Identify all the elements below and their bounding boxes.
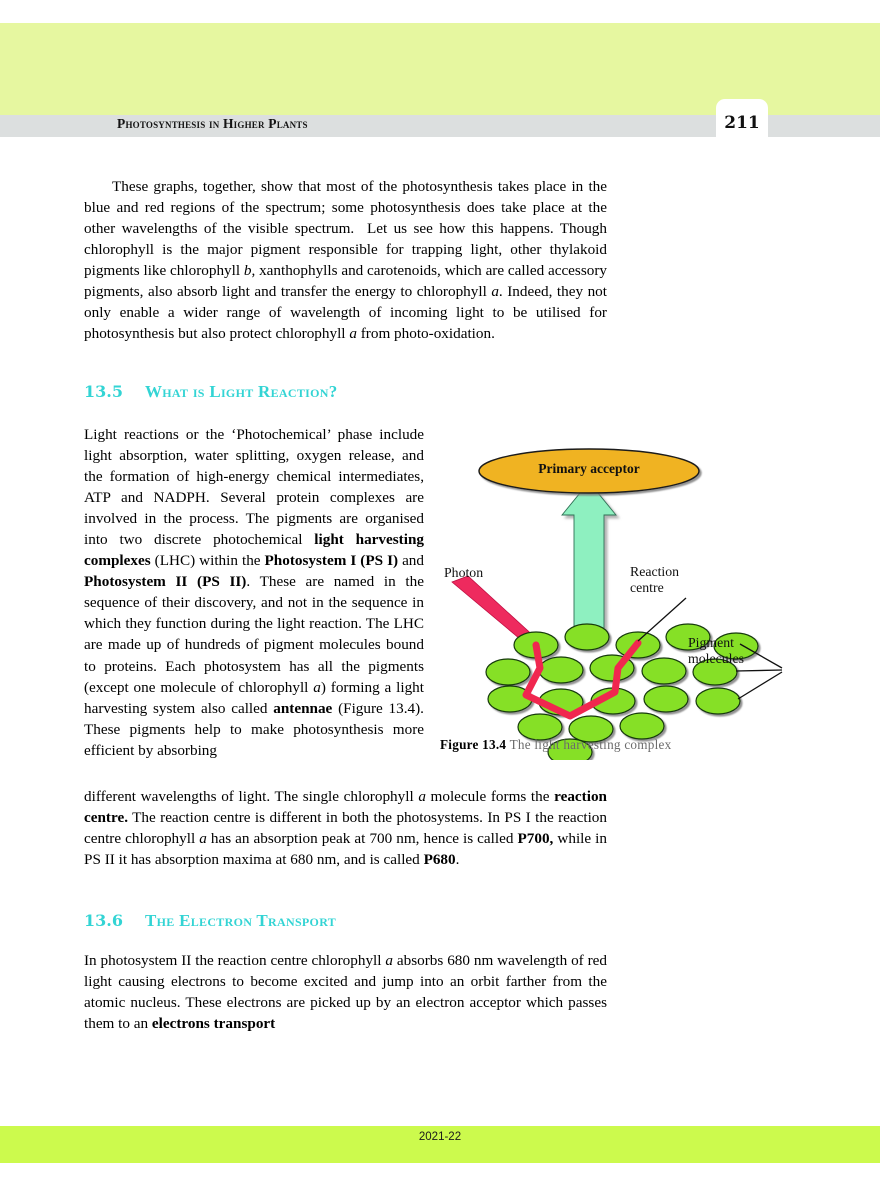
s135b-text-2: molecule forms the	[425, 788, 555, 805]
energy-arrow-icon	[562, 482, 616, 640]
s135-text-1: Light reactions or the ‘Photochemical’ phase include light absorption, water splitting, oxygen release, and the formation of high-energy chemical intermediates, ATP and NADPH. Several protein complexes are involved in the process. The pigments are organised into two discrete photochemical	[84, 426, 424, 549]
page-number: 211	[724, 113, 760, 133]
s135-text-3: and	[398, 552, 424, 570]
reaction-centre-label-line1: Reaction	[630, 564, 680, 579]
intro-text-b: , xanthophylls and carotenoids, which are called accessory pigments, also absorb light and transfer the energy to chlorophyll	[84, 262, 607, 301]
italic-chlorophyll-a6: a	[385, 952, 393, 969]
italic-chlorophyll-a2: a	[349, 325, 357, 343]
section-heading-13-6	[84, 911, 336, 931]
s135b-text-6: .	[455, 851, 460, 869]
s135-text-6: (Figure 13.4). These pigments help to make photosynthesis more efficient by absorbing	[84, 699, 424, 759]
section-number-13-6: 13.6	[84, 911, 123, 930]
footer-year-text: 2021-22	[418, 1131, 462, 1143]
italic-chlorophyll-a5: a	[199, 830, 207, 848]
pigment-leader-line-3	[738, 672, 782, 699]
reaction-centre-label-line2: centre	[630, 580, 664, 596]
italic-chlorophyll-a1: a	[491, 283, 499, 301]
photon-label: Photon	[444, 565, 484, 580]
bold-photosystem-ii: Photosystem II (PS II)	[84, 573, 247, 591]
primary-acceptor-label: Primary acceptor	[538, 461, 640, 476]
intro-text-c: . Indeed, they not only enable a wider range of wavelength of incoming light to be utilised for photosynthesis but also protect chlorophyll	[84, 283, 607, 343]
s135b-text-4: has an absorption peak at 700 nm, hence is called	[206, 830, 518, 848]
s135b-text-3: The reaction centre is different in both the photosystems. In PS I the reaction centre chlorophyll	[84, 809, 607, 848]
section-title-13-6: The Electron Transport	[144, 911, 337, 930]
figure-caption	[440, 737, 780, 753]
intro-paragraph	[84, 176, 607, 344]
section-13-5-narrow-column	[84, 424, 424, 761]
pigment-leader-line-2	[736, 670, 782, 671]
figure-light-harvesting-complex	[430, 440, 790, 760]
figure-caption-text: The light harvesting complex	[509, 737, 672, 752]
section-number-13-5: 13.5	[84, 382, 123, 401]
bold-antennae: antennae	[273, 699, 333, 717]
bold-light-harvesting-complexes: light harvesting complexes	[84, 531, 424, 570]
italic-chlorophyll-a3: a	[313, 678, 321, 696]
bold-photosystem-i: Photosystem I (PS I)	[264, 552, 399, 570]
italic-chlorophyll-a4: a	[418, 788, 426, 805]
italic-chlorophyll-b: b	[243, 262, 252, 280]
figure-caption-label: Figure 13.4	[440, 737, 507, 752]
bold-p700: P700,	[517, 830, 554, 848]
s135-text-2: (LHC) within the	[150, 552, 265, 570]
intro-text-a: These graphs, together, show that most of the photosynthesis takes place in the blue and red regions of the spectrum; some photosynthesis does take place at the other wavelengths of the visible spectrum. Let us see how this happens. Though chlorophyll is the major pigment responsible for trapping light, other thylakoid pigments like chlorophyll	[84, 178, 607, 280]
bold-reaction-centre: reaction centre.	[84, 788, 607, 827]
section-heading-13-5	[84, 382, 338, 402]
s135-text-4: . These are named in the sequence of their discovery, and not in the sequence in which they function during the light reaction. The LHC are made up of hundreds of pigment molecules bound to proteins. Each photosystem has all the pigments (except one molecule of chlorophyll	[84, 573, 424, 696]
bold-p680: P680	[423, 851, 456, 869]
intro-text-d: from photo-oxidation.	[356, 325, 495, 343]
s135b-text-1: different wavelengths of light. The single chlorophyll	[84, 788, 419, 805]
s136-text-1: In photosystem II the reaction centre chlorophyll	[84, 952, 386, 969]
pigment-label-line2: molecules	[688, 651, 744, 667]
section-13-6-paragraph	[84, 950, 607, 1034]
pigment-molecules-label	[688, 635, 744, 668]
s135-text-5: ) forming a light harvesting system also called	[84, 678, 424, 717]
reaction-centre-label	[630, 564, 679, 597]
running-head: Photosynthesis in Higher Plants	[117, 116, 308, 131]
pigment-label-line1: Pigment	[688, 635, 734, 650]
s135b-text-5: while in PS II it has absorption maxima at 680 nm, and is called	[84, 830, 607, 869]
bold-electrons-transport: electrons transport	[151, 1015, 276, 1033]
s136-text-2: absorbs 680 nm wavelength of red light causing electrons to become excited and jump into an orbit farther from the atomic nucleus. These electrons are picked up by an electron acceptor which passes them to an	[84, 952, 608, 1033]
section-title-13-5: What is Light Reaction?	[144, 382, 338, 401]
section-13-5-full-width-paragraph	[84, 786, 607, 870]
